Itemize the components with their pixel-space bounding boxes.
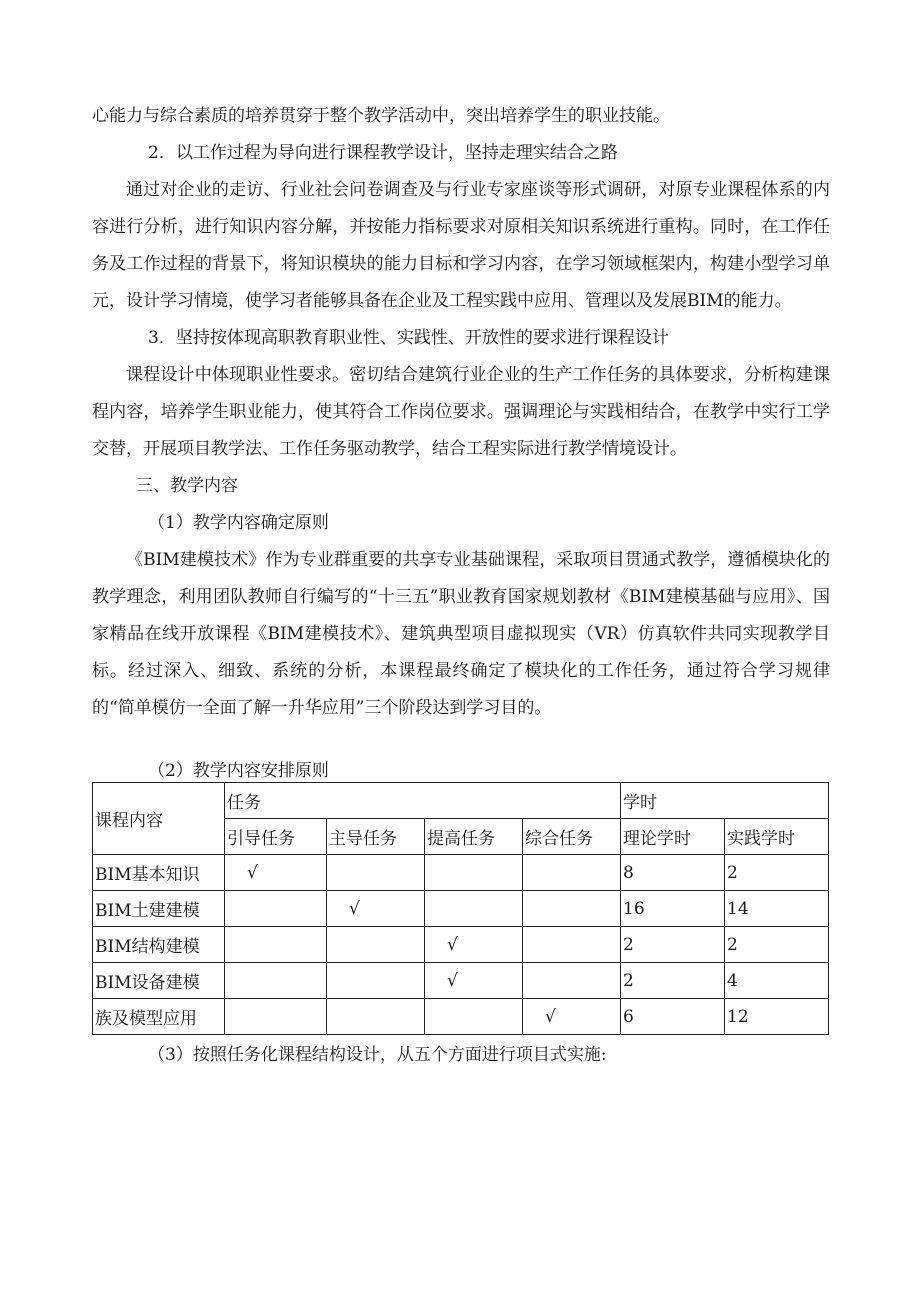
cell-module-name: BIM结构建模 xyxy=(93,927,225,963)
cell-empty xyxy=(327,999,425,1035)
header-task-group: 任务 xyxy=(225,783,621,819)
cell-empty xyxy=(327,855,425,891)
cell-empty xyxy=(425,891,523,927)
course-content-table xyxy=(92,782,829,1035)
cell-empty xyxy=(425,999,523,1035)
heading-item-3: 3．坚持按体现高职教育职业性、实践性、开放性的要求进行课程设计 xyxy=(148,328,669,348)
cell-check-mark: √ xyxy=(327,891,425,927)
heading-item-2: 2．以工作过程为导向进行课程教学设计，坚持走理实结合之路 xyxy=(148,143,618,163)
cell-empty xyxy=(523,927,621,963)
cell-empty xyxy=(327,927,425,963)
header-comprehensive-task: 综合任务 xyxy=(523,819,621,855)
body-text xyxy=(92,98,830,727)
cell-check-mark: √ xyxy=(425,963,523,999)
cell-empty xyxy=(523,855,621,891)
table-row xyxy=(93,963,829,999)
cell-module-name: 族及模型应用 xyxy=(93,999,225,1035)
cell-empty xyxy=(327,963,425,999)
table-header-row-1 xyxy=(93,783,829,819)
cell-empty xyxy=(225,927,327,963)
cell-module-name: BIM设备建模 xyxy=(93,963,225,999)
cell-empty xyxy=(225,963,327,999)
subheading-content-principle: （1）教学内容确定原则 xyxy=(148,513,329,533)
cell-empty xyxy=(523,963,621,999)
table-row xyxy=(93,855,829,891)
paragraph-continuation: 心能力与综合素质的培养贯穿于整个教学活动中，突出培养学生的职业技能。 xyxy=(92,106,670,126)
cell-module-name: BIM基本知识 xyxy=(93,855,225,891)
paragraph-research: 通过对企业的走访、行业社会问卷调查及与行业专家座谈等形式调研，对原专业课程体系的内容进行分析，进行知识内容分解，并按能力指标要求对原相关知识系统进行重构。同时，在工作任务及工作过程的背景下，将知识模块的能力目标和学习内容，在学习领域框架内，构建小型学习单元，设计学习情境，使学习者能够具备在企业及工程实践中应用、管理以及发展BIM的能力。 xyxy=(92,180,830,311)
table-row xyxy=(93,999,829,1035)
cell-empty xyxy=(225,999,327,1035)
cell-module-name: BIM土建建模 xyxy=(93,891,225,927)
cell-empty xyxy=(425,855,523,891)
cell-theory-hours: 2 xyxy=(621,927,725,963)
cell-practice-hours: 14 xyxy=(725,891,829,927)
cell-theory-hours: 16 xyxy=(621,891,725,927)
cell-theory-hours: 8 xyxy=(621,855,725,891)
header-course-content: 课程内容 xyxy=(93,783,225,855)
subheading-implementation: （3）按照任务化课程结构设计，从五个方面进行项目式实施: xyxy=(148,1045,607,1065)
cell-practice-hours: 12 xyxy=(725,999,829,1035)
cell-theory-hours: 2 xyxy=(621,963,725,999)
header-guide-task: 引导任务 xyxy=(225,819,327,855)
cell-check-mark: √ xyxy=(225,855,327,891)
header-hours-group: 学时 xyxy=(621,783,829,819)
cell-practice-hours: 2 xyxy=(725,927,829,963)
header-practice-hours: 实践学时 xyxy=(725,819,829,855)
header-main-task: 主导任务 xyxy=(327,819,425,855)
paragraph-course-design: 课程设计中体现职业性要求。密切结合建筑行业企业的生产工作任务的具体要求，分析构建课程内容，培养学生职业能力，使其符合工作岗位要求。强调理论与实践相结合，在教学中实行工学交替，开展项目教学法、工作任务驱动教学，结合工程实际进行教学情境设计。 xyxy=(92,365,830,459)
header-theory-hours: 理论学时 xyxy=(621,819,725,855)
section-heading-teaching-content: 三、教学内容 xyxy=(136,476,238,496)
paragraph-bim-course: 《BIM建模技术》作为专业群重要的共享专业基础课程，采取项目贯通式教学，遵循模块化的教学理念，利用团队教师自行编写的“十三五”职业教育国家规划教材《BIM建模基础与应用》、国家精品在线开放课程《BIM建模技术》、建筑典型项目虚拟现实（VR）仿真软件共同实现教学目标。经过深入、细致、系统的分析，本课程最终确定了模块化的工作任务，通过符合学习规律的“简单模仿一全面了解一升华应用”三个阶段达到学习目的。 xyxy=(92,550,830,718)
cell-practice-hours: 2 xyxy=(725,855,829,891)
cell-empty xyxy=(523,891,621,927)
cell-check-mark: √ xyxy=(425,927,523,963)
subheading-arrangement-principle: （2）教学内容安排原则 xyxy=(148,761,329,781)
cell-check-mark: √ xyxy=(523,999,621,1035)
cell-practice-hours: 4 xyxy=(725,963,829,999)
cell-empty xyxy=(225,891,327,927)
header-advanced-task: 提高任务 xyxy=(425,819,523,855)
table-row xyxy=(93,927,829,963)
table-row xyxy=(93,891,829,927)
cell-theory-hours: 6 xyxy=(621,999,725,1035)
